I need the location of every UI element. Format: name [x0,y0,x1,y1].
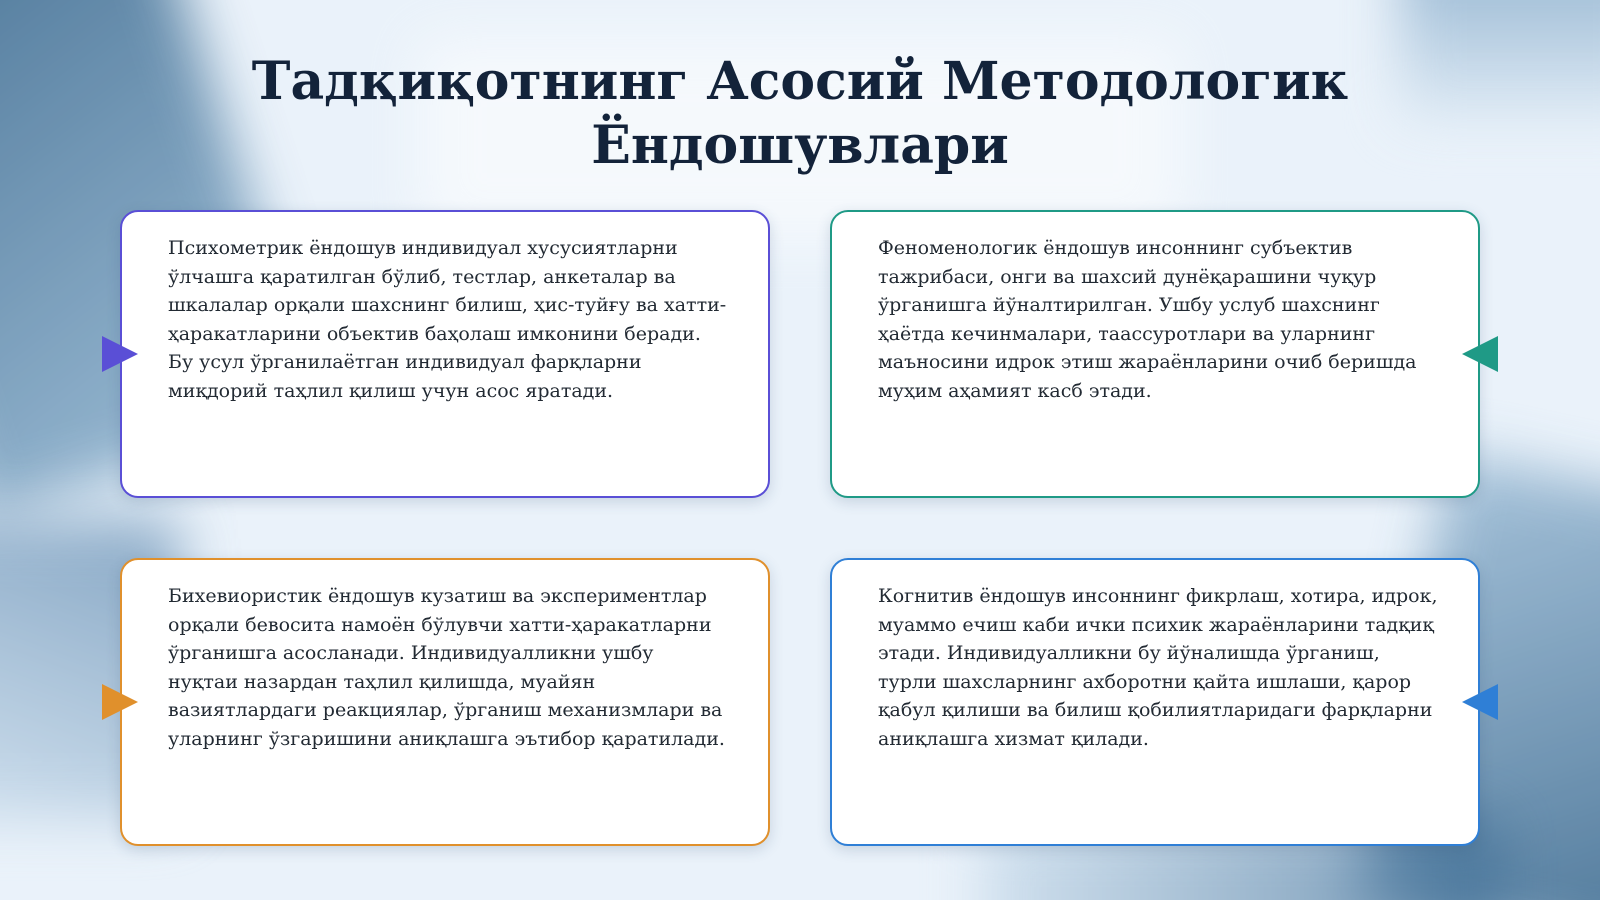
card-cognitive [830,558,1480,846]
triangle-right-icon [102,336,138,372]
triangle-left-icon [1462,336,1498,372]
background-blob [1400,0,1600,120]
slide-title [200,50,1400,178]
card-psychometric [120,210,770,498]
card-behaviorist-text: Бихевиористик ёндошув кузатиш ва экспериментлар орқали бевосита намоён бўлувчи хатти-ҳаракатларни ўрганишга асосланади. Индивидуалликни ушбу нуқтаи назардан таҳлил қилишда, муайян вазиятлардаги реакциялар, ўрганиш механизмлари ва уларнинг ўзгаришини аниқлашга эътибор қаратилади. [168,585,725,750]
card-cognitive-text: Когнитив ёндошув инсоннинг фикрлаш, хотира, идрок, муаммо ечиш каби ички психик жараёнларини тадқиқ этади. Индивидуалликни бу йўналишда ўрганиш, турли шахсларнинг ахборотни қайта ишлаши, қарор қабул қилиши ва билиш қобилиятларидаги фарқларни аниқлашга хизмат қилади. [878,585,1438,750]
slide-title-line-2: Ёндошувлари [591,115,1009,176]
slide-title-line-1: Тадқиқотнинг Асосий Методологик [251,51,1349,112]
card-phenomenological [830,210,1480,498]
card-phenomenological-text: Феноменологик ёндошув инсоннинг субъектив тажрибаси, онги ва шахсий дунёқарашини чуқур ўрганишга йўналтирилган. Ушбу услуб шахснинг ҳаётда кечинмалари, таассуротлари ва уларнинг маъносини идрок этиш жараёнларини очиб беришда муҳим аҳамият касб этади. [878,237,1417,402]
card-psychometric-text: Психометрик ёндошув индивидуал хусусиятларни ўлчашга қаратилган бўлиб, тестлар, анкеталар ва шкалалар орқали шахснинг билиш, ҳис-туйғу ва хатти-ҳаракатларини объектив баҳолаш имконини беради. Бу усул ўрганилаётган индивидуал фарқларни миқдорий таҳлил қилиш учун асос яратади. [168,237,727,402]
card-behaviorist [120,558,770,846]
triangle-right-icon [102,684,138,720]
triangle-left-icon [1462,684,1498,720]
